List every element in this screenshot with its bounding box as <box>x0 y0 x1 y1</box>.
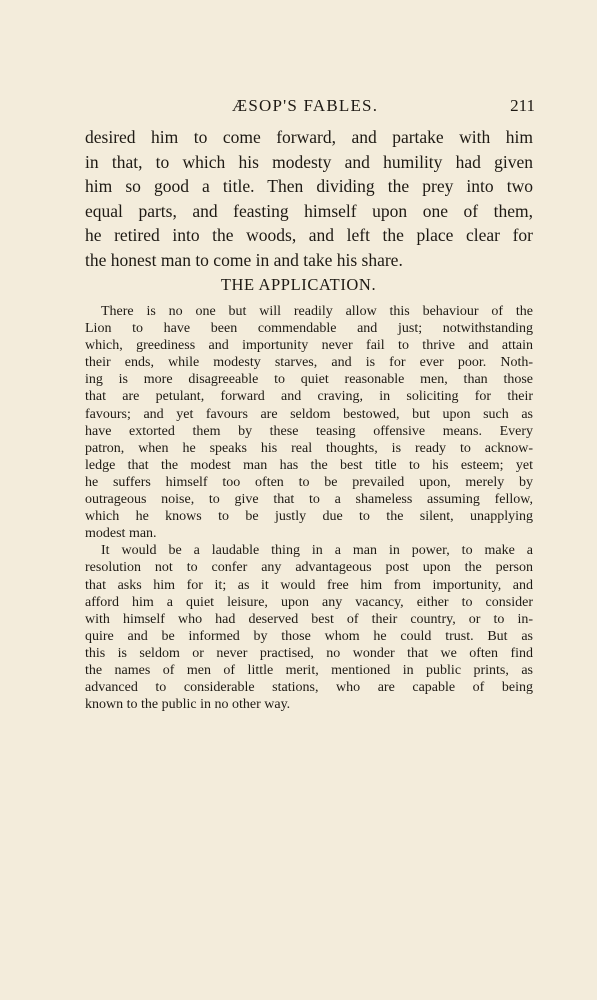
application-heading: THE APPLICATION. <box>220 275 377 294</box>
text-line: the names of men of little merit, mentioned in public prints, as <box>85 662 533 678</box>
text-line: favours; and yet favours are seldom bestowed, but upon such as <box>85 406 533 422</box>
text-line: that asks him for it; as it would free him from importunity, and <box>85 577 533 593</box>
text-line: advanced to considerable stations, who are capable of being <box>85 680 533 696</box>
text-line: It would be a laudable thing in a man in power, to make a <box>101 543 533 559</box>
page-number: 211 <box>510 96 535 115</box>
text-line: with himself who had deserved best of their country, or to in- <box>85 611 533 627</box>
text-line: their ends, while modesty starves, and is for ever poor. Noth- <box>85 355 533 371</box>
text-line: known to the public in no other way. <box>85 697 291 713</box>
text-line: that are petulant, forward and craving, in soliciting for their <box>85 389 533 405</box>
text-line: patron, when he speaks his real thoughts, is ready to acknow- <box>85 440 533 456</box>
text-line: him so good a title. Then dividing the prey into two <box>85 176 533 197</box>
text-line: ledge that the modest man has the best title to his esteem; yet <box>85 457 533 473</box>
text-line: desired him to come forward, and partake with him <box>85 127 533 147</box>
text-line: this is seldom or never practised, no wonder that we often find <box>85 645 533 661</box>
application-text <box>85 303 533 713</box>
text-line: he suffers himself too often to be prevailed upon, merely by <box>85 474 533 490</box>
text-line: afford him a quiet leisure, upon any vacancy, either to consider <box>85 594 533 610</box>
running-head <box>0 96 597 118</box>
text-line: which he knows to be justly due to the silent, unapplying <box>85 509 533 525</box>
text-line: quire and be informed by those whom he could trust. But as <box>85 628 533 644</box>
fable-conclusion <box>85 125 533 273</box>
text-line: There is no one but will readily allow this behaviour of the <box>101 304 533 319</box>
text-line: the honest man to come in and take his share. <box>85 249 403 270</box>
text-line: which, greediness and importunity never fail to thrive and attain <box>85 338 533 354</box>
text-line: resolution not to confer any advantageous post upon the person <box>85 560 533 576</box>
text-line: modest man. <box>85 526 157 542</box>
text-line: have extorted them by these teasing offensive means. Every <box>85 423 533 439</box>
text-line: Lion to have been commendable and just; notwithstanding <box>85 321 533 337</box>
text-line: in that, to which his modesty and humility had given <box>85 151 533 172</box>
text-line: outrageous noise, to give that to a shameless assuming fellow, <box>85 492 533 508</box>
text-line: he retired into the woods, and left the place clear for <box>85 225 533 246</box>
text-line: ing is more disagreeable to quiet reasonable men, than those <box>85 372 533 388</box>
running-head-title: ÆSOP'S FABLES. <box>232 96 379 115</box>
text-line: equal parts, and feasting himself upon one of them, <box>85 200 533 221</box>
